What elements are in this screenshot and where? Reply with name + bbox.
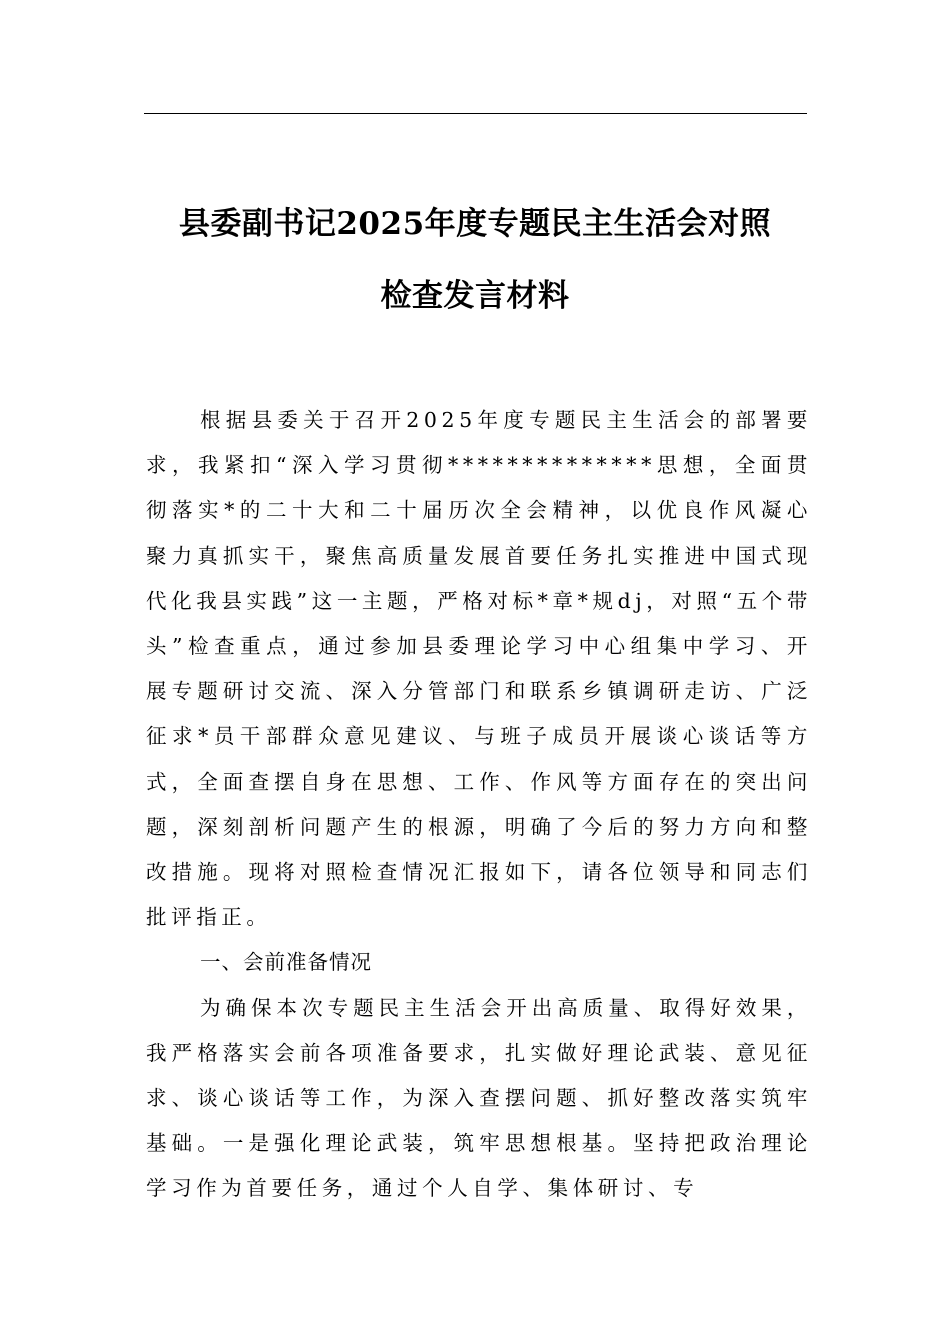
document-title [100,188,850,332]
section-paragraph: 为确保本次专题民主生活会开出高质量、取得好效果，我严格落实会前各项准备要求，扎实做好理论武装、意见征求、谈心谈话等工作，为深入查摆问题、抓好整改落实筑牢基础。一是强化理论武装，筑牢思想根基。坚持把政治理论学习作为首要任务，通过个人自学、集体研讨、专 [146,995,812,1201]
title-line-1: 县委副书记2025年度专题民主生活会对照 [178,206,772,242]
title-line-2: 检查发言材料 [380,278,570,314]
header-rule [144,113,807,114]
document-body [146,398,812,1212]
intro-paragraph: 根据县委关于召开2025年度专题民主生活会的部署要求，我紧扣“深入学习贯彻**************思想，全面贯彻落实*的二十大和二十届历次全会精神，以优良作风凝心聚力真抓实干，聚焦高质量发展首要任务扎实推进中国式现代化我县实践”这一主题，严格对标*章*规dj，对照“五个带头”检查重点，通过参加县委理论学习中心组集中学习、开展专题研讨交流、深入分管部门和联系乡镇调研走访、广泛征求*员干部群众意见建议、与班子成员开展谈心谈话等方式，全面查摆自身在思想、工作、作风等方面存在的突出问题，深刻剖析问题产生的根源，明确了今后的努力方向和整改措施。现将对照检查情况汇报如下，请各位领导和同志们批评指正。 [146,408,812,930]
section-heading: 一、会前准备情况 [200,950,372,975]
